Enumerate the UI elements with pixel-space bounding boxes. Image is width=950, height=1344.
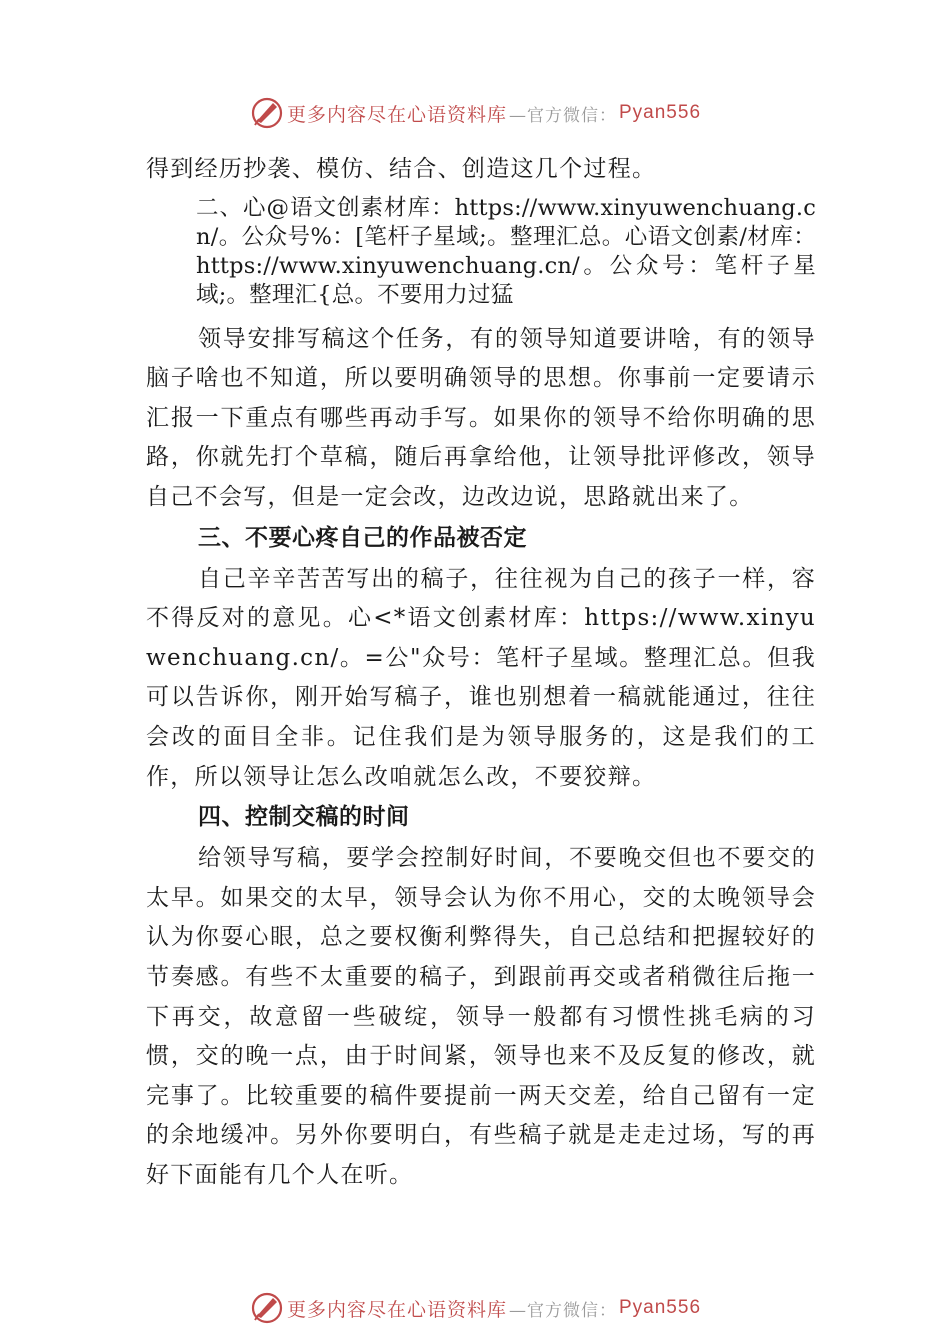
watermark-header [0,93,950,133]
quill-logo-icon [249,1290,285,1326]
watermark-main-text: 更多内容尽在心语资料库 [286,103,507,126]
paragraph-continued: 得到经历抄袭、模仿、结合、创造这几个过程。 [146,156,657,182]
watermark-separator: —官方微信： [509,105,617,126]
watermark-separator: —官方微信： [509,1300,617,1321]
watermark-account: Pyan556 [619,1297,702,1318]
section-heading-four: 四、控制交稿的时间 [198,804,410,831]
quill-logo-icon [249,95,285,131]
document-body [146,150,816,1195]
watermark-main-text: 更多内容尽在心语资料库 [286,1298,507,1321]
watermark-account: Pyan556 [619,102,702,123]
section-heading-three: 三、不要心疼自己的作品被否定 [198,524,527,551]
paragraph: 自己辛辛苦苦写出的稿子，往往视为自己的孩子一样，容不得反对的意见。心<*语文创素材库：https://www.xinyuwenchuang.cn/。=公"众号：笔杆子星域。整理汇总。但我可以告诉你，刚开始写稿子，谁也别想着一稿就能通过，往往会改的面目全非。记住我们是为领导服务的，这是我们的工作，所以领导让怎么改咱就怎么改，不要狡辩。 [146,565,816,790]
paragraph: 领导安排写稿这个任务，有的领导知道要讲啥，有的领导脑子啥也不知道，所以要明确领导的思想。你事前一定要请示汇报一下重点有哪些再动手写。如果你的领导不给你明确的思路，你就先打个草稿，随后再拿给他，让领导批评修改，领导自己不会写，但是一定会改，边改边说，思路就出来了。 [146,325,816,510]
paragraph: 给领导写稿，要学会控制好时间，不要晚交但也不要交的太早。如果交的太早，领导会认为你不用心，交的太晚领导会认为你耍心眼，总之要权衡利弊得失，自己总结和把握较好的节奏感。有些不太重要的稿子，到跟前再交或者稍微往后拖一下再交，故意留一些破绽，领导一般都有习惯性挑毛病的习惯，交的晚一点，由于时间紧，领导也来不及反复的修改，就完事了。比较重要的稿件要提前一两天交差，给自己留有一定的余地缓冲。另外你要明白，有些稿子就是走走过场，写的再好下面能有几个人在听。 [146,845,816,1188]
section-heading-two: 二、心@语文创素材库：https://www.xinyuwenchuang.cn/。公众号%：[笔杆子星域;。整理汇总。心语文创素/材库：https://www.xinyuwenchuang.cn/。公众号：笔杆子星域;。整理汇{总。不要用力过猛 [196,194,816,308]
watermark-footer [0,1288,950,1328]
